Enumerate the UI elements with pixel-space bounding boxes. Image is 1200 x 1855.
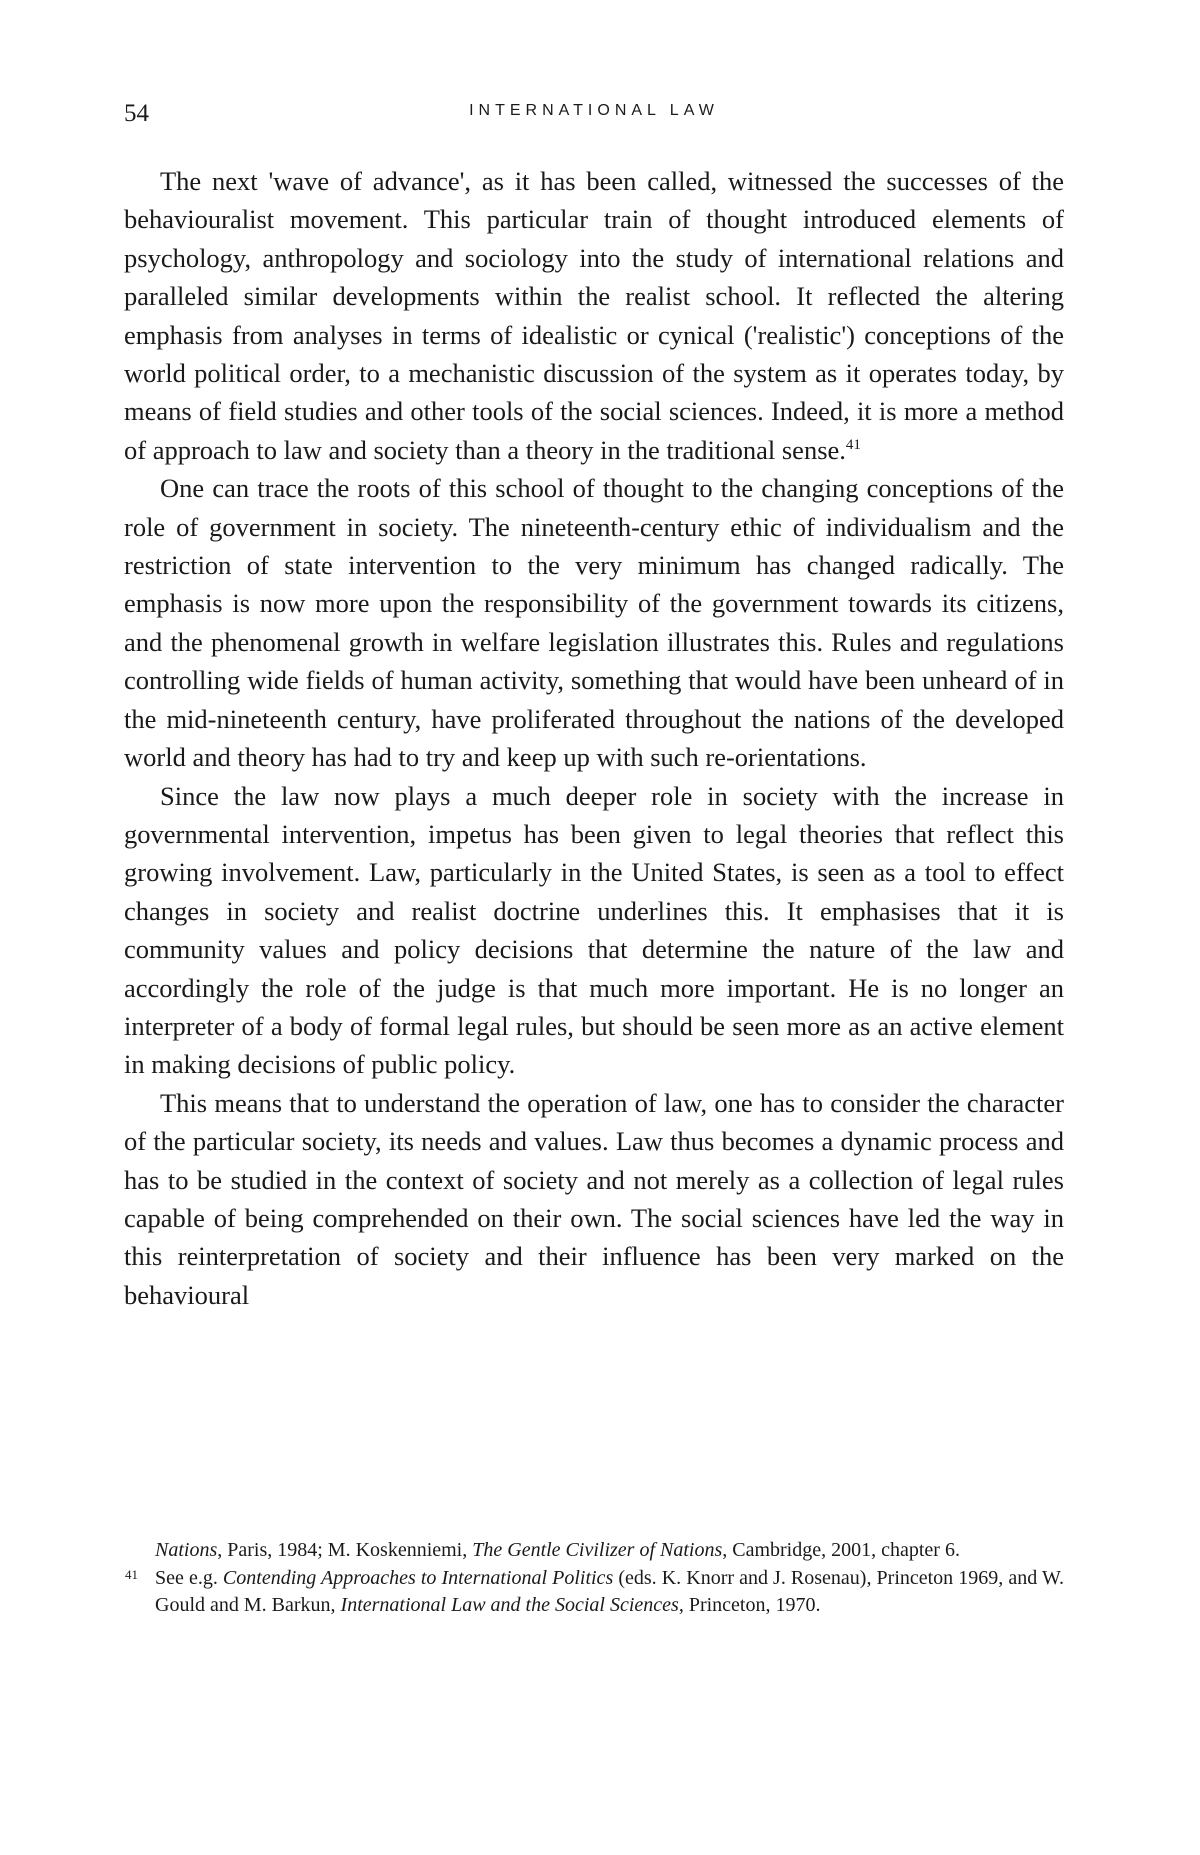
paragraph: One can trace the roots of this school of thought to the changing conceptions of the role of government in society. The nineteenth-century ethic of individualism and the restriction of state intervention to the very minimum has changed radically. The emphasis is now more upon the responsibility of the government towards its citizens, and the phenomenal growth in welfare legislation illustrates this. Rules and regulations controlling wide fields of human activity, something that would have been unheard of in the mid-nineteenth century, have proliferated throughout the nations of the developed world and theory has had to try and keep up with such re-orientations.	[124, 473, 1064, 773]
page-number: 54	[124, 100, 149, 127]
footnote-text: , Paris, 1984; M. Koskenniemi,	[217, 1539, 473, 1561]
footnote-41	[125, 1565, 1064, 1620]
page-header	[124, 100, 1064, 130]
footnote-continuation	[155, 1537, 1064, 1565]
body-text	[124, 162, 1064, 1314]
footnote-text: , Cambridge, 2001, chapter 6.	[722, 1539, 960, 1561]
footnote-text: See e.g.	[155, 1566, 223, 1589]
footnote-italic: The Gentle Civilizer of Nations	[472, 1539, 723, 1561]
footnote-italic: International Law and the Social Sciences	[340, 1594, 679, 1616]
footnote-ref: 41	[845, 437, 861, 454]
paragraph: This means that to understand the operation of law, one has to consider the character of the particular society, its needs and values. Law thus becomes a dynamic process and has to be studied in the context of society and not merely as a collection of legal rules capable of being comprehended on their own. The social sciences have led the way in this reinterpretation of society and their influence has been very marked on the behavioural	[124, 1087, 1064, 1310]
footnote-italic: Contending Approaches to International Politics	[222, 1566, 614, 1589]
footnote-text: , Princeton, 1970.	[678, 1594, 821, 1616]
footnotes	[125, 1537, 1064, 1620]
footnote-text: (eds. K. Knorr and J. Rosenau), Princeton 1969, and W. Gould and M. Barkun,	[155, 1566, 1064, 1616]
footnote-italic: Nations	[155, 1539, 218, 1561]
paragraph	[124, 162, 1064, 469]
paragraph-text: The next 'wave of advance', as it has been called, witnessed the successes of the behaviouralist movement. This particular train of thought introduced elements of psychology, anthropology and sociology into the study of international relations and paralleled similar developments within the realist school. It reflected the altering emphasis from analyses in terms of idealistic or cynical ('realistic') conceptions of the world political order, to a mechanistic discussion of the system as it operates today, by means of field studies and other tools of the social sciences. Indeed, it is more a method of approach to law and society than a theory in the traditional sense.	[124, 166, 1064, 465]
running-head: INTERNATIONAL LAW	[469, 102, 719, 119]
footnote-number: 41	[125, 1566, 138, 1582]
paragraph: Since the law now plays a much deeper role in society with the increase in governmental intervention, impetus has been given to legal theories that reflect this growing involvement. Law, particularly in the United States, is seen as a tool to effect changes in society and realist doctrine underlines this. It emphasises that it is community values and policy decisions that determine the nature of the law and accordingly the role of the judge is that much more important. He is no longer an interpreter of a body of formal legal rules, but should be seen more as an active element in making decisions of public policy.	[124, 780, 1064, 1080]
